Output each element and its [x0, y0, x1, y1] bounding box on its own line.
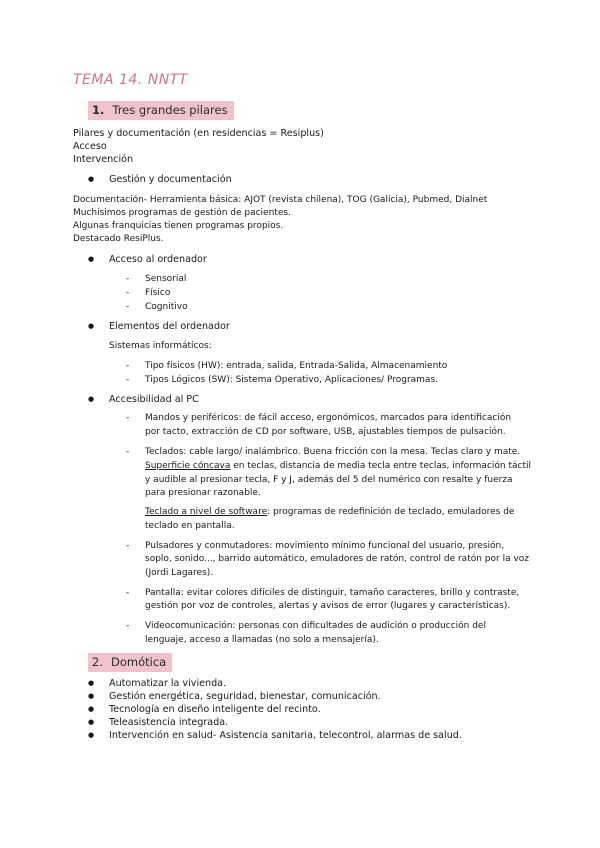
pantalla-line: - Pantalla: evitar colores difíciles de distinguir, tamaño caracteres, brillo y contraste,	[145, 587, 519, 600]
section-number: 2.	[92, 655, 103, 669]
teclados-line	[145, 460, 531, 473]
bullet-elementos: ● Elementos del ordenador	[109, 320, 230, 333]
section-label: Domótica	[110, 655, 167, 669]
teclados-line: - Teclados: cable largo/ inalámbrico. Buena fricción con la mesa. Teclas claro y mate.	[145, 446, 520, 459]
pulsadores-line: (Jordi Lagares).	[145, 568, 214, 578]
mandos-line: - Mandos y periféricos: de fácil acceso, ergonómicos, marcados para identificación	[145, 412, 511, 425]
list-item: - Físico	[145, 287, 170, 300]
domotica-item: ● Intervención en salud- Asistencia sanitaria, telecontrol, alarmas de salud.	[109, 729, 462, 742]
bullet-gestion: ● Gestión y documentación	[109, 173, 232, 186]
page-title: TEMA 14. NNTT	[73, 72, 188, 88]
teclados-line: para presionar razonable.	[145, 488, 261, 498]
teclado-sw-text: : programas de redefinición de teclado, emuladores de	[267, 507, 515, 517]
list-item: - Tipo físicos (HW): entrada, salida, Entrada-Salida, Almacenamiento	[145, 360, 447, 373]
mandos-line: por tacto, extracción de CD por software, USB, ajustables tiempos de pulsación.	[145, 427, 506, 437]
domotica-item: ● Tecnología en diseño inteligente del recinto.	[109, 703, 321, 716]
gestion-line: Algunas franquicias tienen programas propios.	[73, 221, 284, 231]
pulsadores-line: soplo, sonido..., barrido automático, emuladores de ratón, control de ratón por la voz	[145, 554, 530, 564]
section-heading-1	[88, 101, 234, 120]
underlined-term: Superficie cóncava	[145, 461, 231, 471]
bullet-accesibilidad: ● Accesibilidad al PC	[109, 393, 199, 406]
list-item: - Tipos Lógicos (SW): Sistema Operativo, Aplicaciones/ Programas.	[145, 374, 438, 387]
list-item: - Cognitivo	[145, 301, 188, 314]
pulsadores-line: - Pulsadores y conmutadores: movimiento mínimo funcional del usuario, presión,	[145, 540, 504, 553]
list-item: - Sensorial	[145, 273, 186, 286]
intro-line: Intervención	[73, 154, 134, 165]
gestion-line: Muchísimos programas de gestión de pacientes.	[73, 208, 291, 218]
domotica-item: ● Automatizar la vivienda.	[109, 677, 226, 690]
video-line: lenguaje, acceso a llamadas (no solo a mensajería).	[145, 635, 379, 645]
elementos-sub: Sistemas informáticos:	[109, 341, 212, 351]
section-heading-2	[88, 653, 172, 672]
teclado-sw-line: teclado en pantalla.	[145, 521, 235, 531]
video-line: - Videocomunicación: personas con dificultades de audición o producción del	[145, 620, 486, 633]
gestion-line: Destacado ResiPlus.	[73, 234, 164, 244]
gestion-line: Documentación- Herramienta básica: AJOT (revista chilena), TOG (Galicia), Pubmed, Dialnet	[73, 195, 488, 205]
section-number: 1.	[92, 103, 105, 117]
pantalla-line: gestión por voz de controles, alertas y avisos de error (lugares y características).	[145, 601, 511, 611]
teclados-text: en teclas, distancia de media tecla entre teclas, información táctil	[230, 461, 531, 471]
section-label: Tres grandes pilares	[112, 103, 228, 117]
teclado-sw-line	[145, 506, 514, 519]
domotica-item: ● Gestión energética, seguridad, bienestar, comunicación.	[109, 690, 381, 703]
domotica-item: ● Teleasistencia integrada.	[109, 716, 228, 729]
teclados-line: y audible al presionar tecla, F y J, además del 5 del numérico con resalte y fuerza	[145, 475, 513, 485]
underlined-term: Teclado a nivel de software	[145, 507, 268, 517]
bullet-acceso: ● Acceso al ordenador	[109, 253, 207, 266]
intro-line: Acceso	[73, 141, 107, 152]
intro-line: Pilares y documentación (en residencias = Resiplus)	[73, 128, 324, 139]
